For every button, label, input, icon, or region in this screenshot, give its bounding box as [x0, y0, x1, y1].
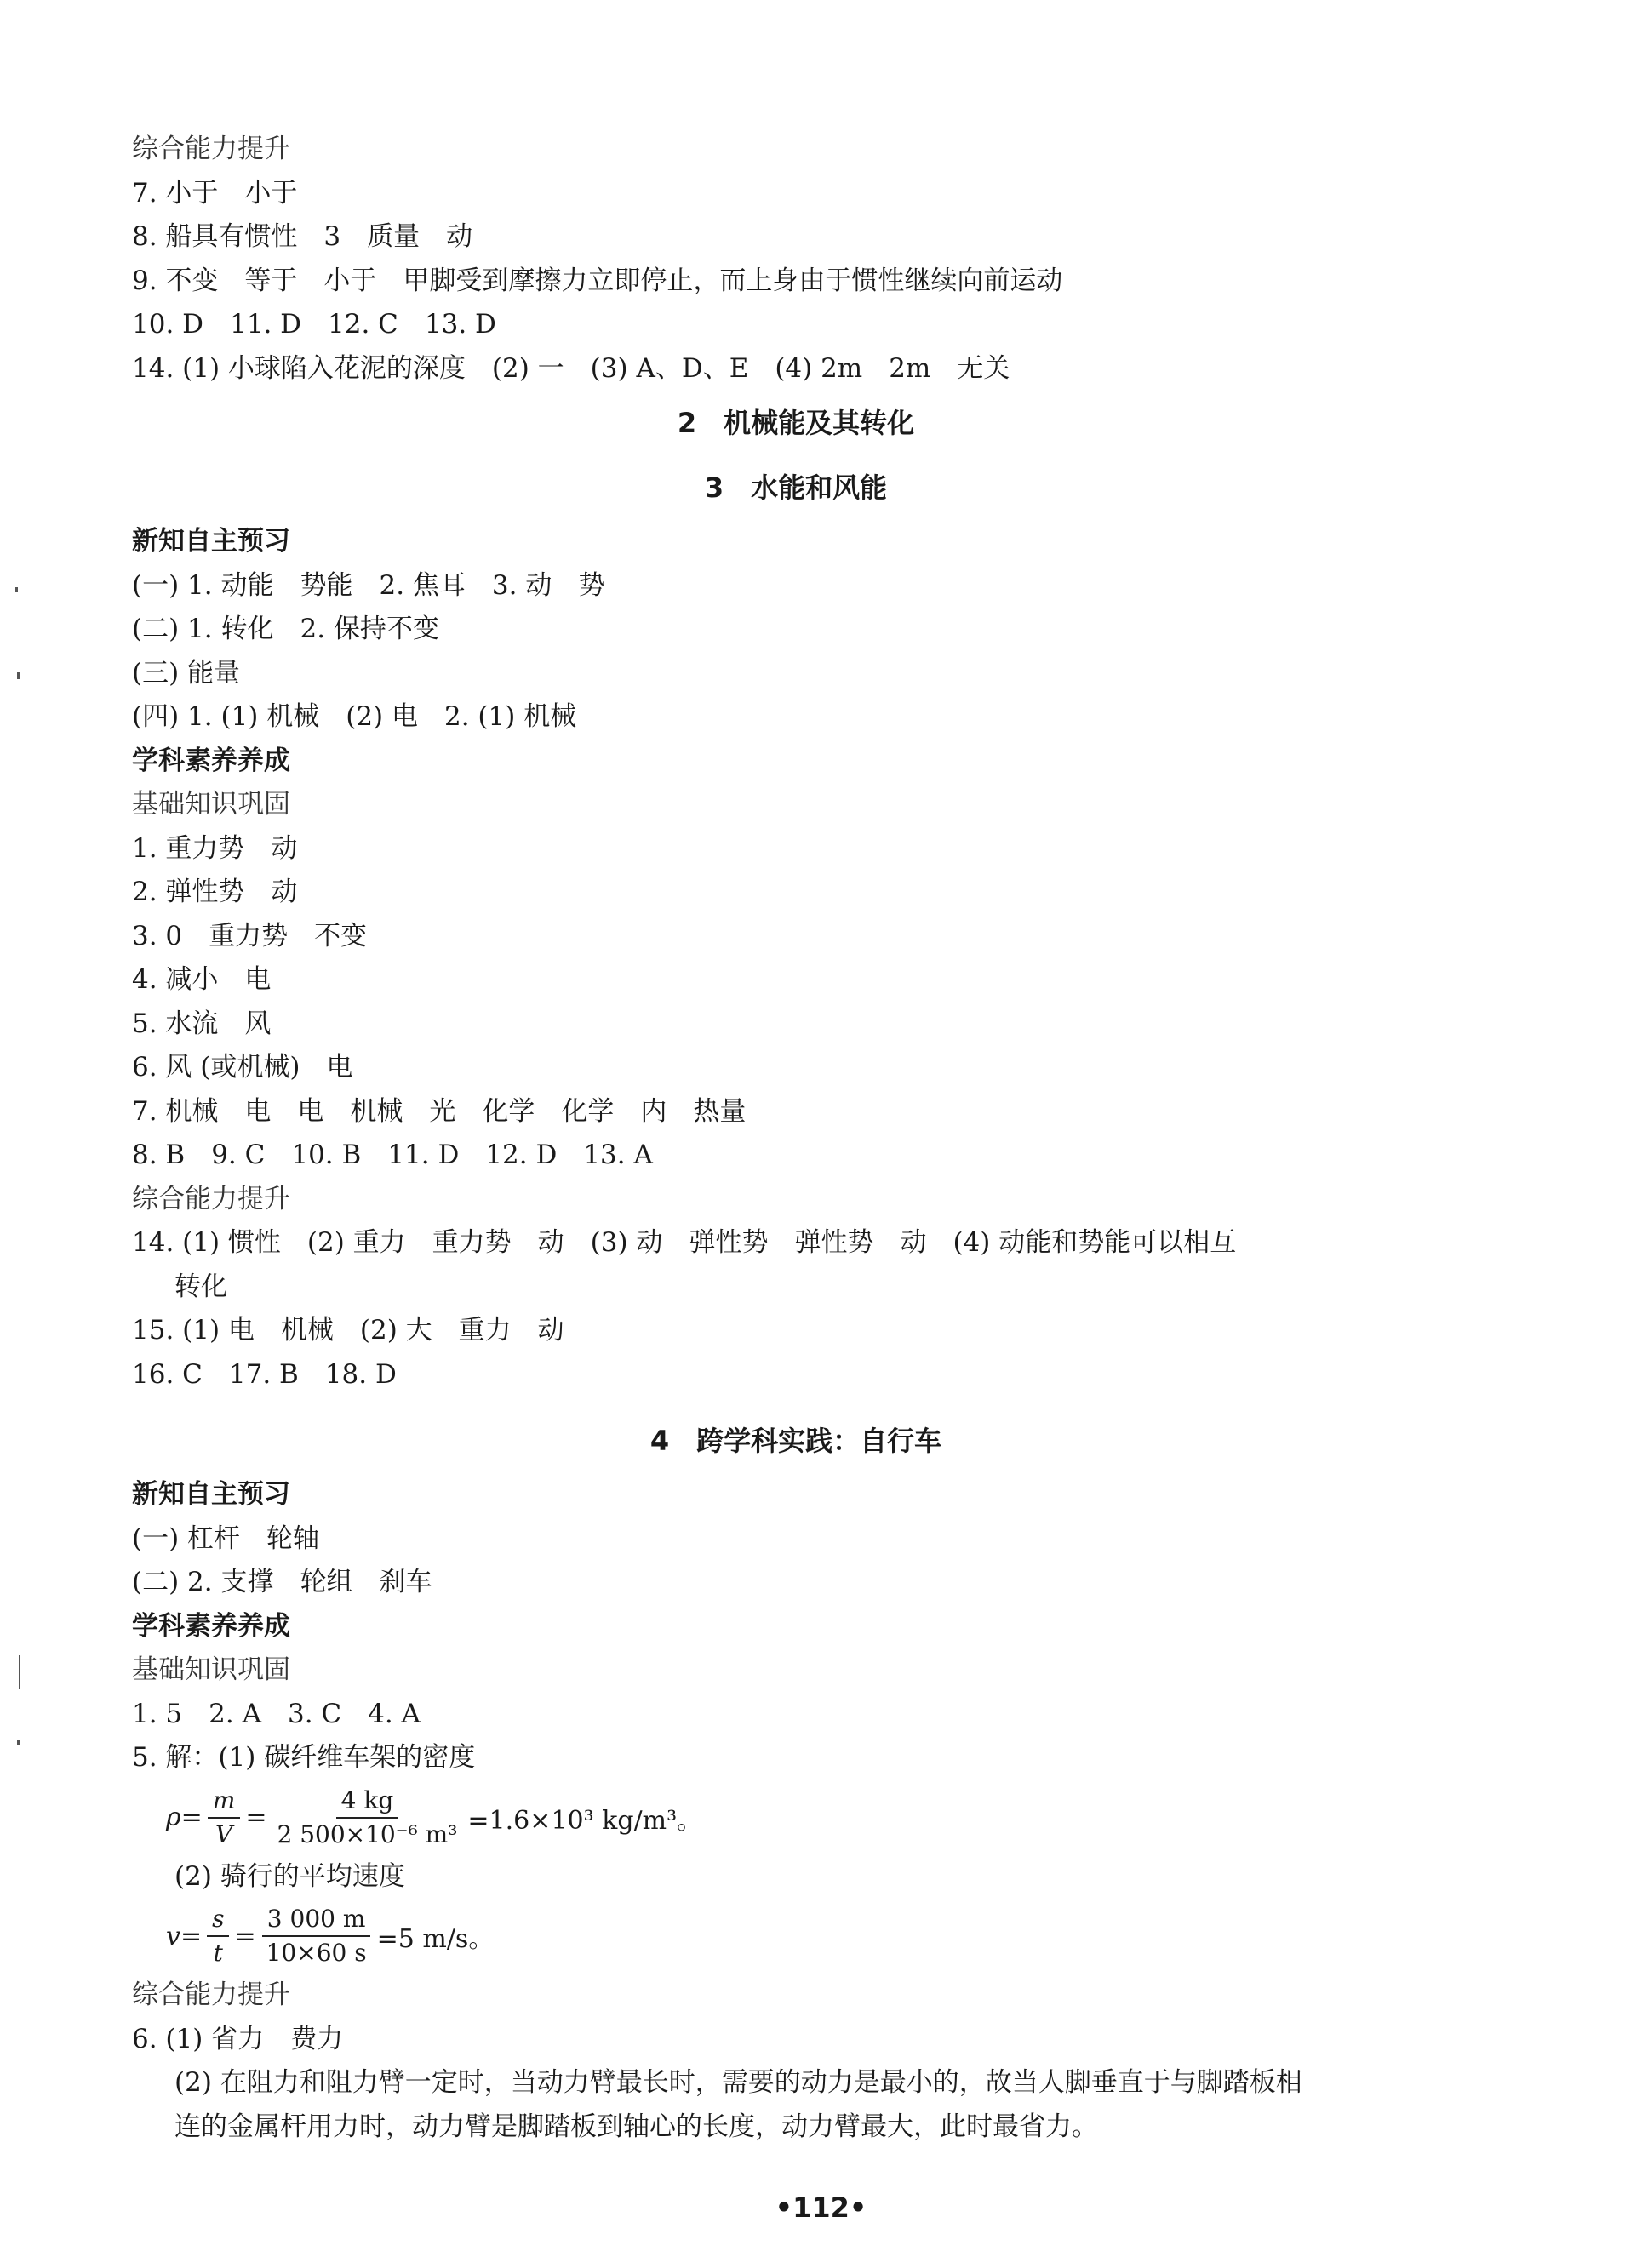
density-formula: [132, 1780, 1460, 1855]
equals-sign: =: [234, 1921, 256, 1951]
answers-block-end: [132, 1974, 1460, 2149]
section-heading-4: 4 跨学科实践：自行车: [649, 1425, 942, 1457]
section-heading-2: 2 机械能及其转化: [677, 407, 915, 439]
answer-line: 15. (1) 电 机械 (2) 大 重力 动: [132, 1315, 564, 1345]
subsection-label: 综合能力提升: [132, 1980, 290, 2010]
answers-block-section3: [132, 520, 1460, 1397]
binding-mark: [19, 1655, 20, 1689]
answer-line: 1. 5 2. A 3. C 4. A: [132, 1698, 421, 1729]
answer-line: 5. 解：(1) 碳纤维车架的密度: [132, 1742, 476, 1773]
answer-line: 1. 重力势 动: [132, 832, 298, 864]
fraction-mass-over-volume: [272, 1786, 462, 1849]
binding-mark: [15, 587, 18, 592]
answer-line: 转化: [174, 1271, 227, 1302]
fraction-denominator: V: [215, 1820, 233, 1848]
fraction-numerator: s: [207, 1905, 229, 1937]
answer-page: [132, 128, 1460, 2149]
answer-line: 10. D 11. D 12. C 13. D: [132, 309, 496, 340]
fraction-denominator: 10×60 s: [266, 1939, 367, 1967]
subsection-heading: 新知自主预习: [132, 526, 290, 557]
answer-line: 8. 船具有惯性 3 质量 动: [132, 221, 473, 252]
section-heading-3: 3 水能和风能: [704, 471, 888, 504]
formula-lhs: ρ=: [166, 1802, 203, 1832]
fraction-numerator: 3 000 m: [262, 1905, 371, 1937]
answer-line: 9. 不变 等于 小于 甲脚受到摩擦力立即停止，而上身由于惯性继续向前运动: [132, 265, 1063, 296]
answer-line: 14. (1) 小球陷入花泥的深度 (2) 一 (3) A、D、E (4) 2m 2m 无关: [132, 352, 1010, 384]
formula-result: =1.6×10³ kg/m³。: [467, 1805, 703, 1836]
subsection-heading: 学科素养养成: [132, 1610, 290, 1642]
binding-mark: [17, 672, 20, 679]
fraction-numerator: 4 kg: [336, 1786, 399, 1819]
page-number: •112•: [775, 2191, 867, 2224]
answer-line: (一) 杠杆 轮轴: [132, 1522, 320, 1554]
fraction-denominator: 2 500×10⁻⁶ m³: [277, 1820, 458, 1848]
answer-line: 2. 弹性势 动: [132, 877, 298, 907]
fraction-numerator: m: [208, 1786, 241, 1819]
answer-line: (二) 2. 支撑 轮组 刹车: [132, 1567, 432, 1597]
answer-line: 16. C 17. B 18. D: [132, 1358, 397, 1390]
fraction-s-over-t: [207, 1905, 229, 1968]
answer-line: 5. 水流 风: [132, 1008, 272, 1039]
answer-line: (一) 1. 动能 势能 2. 焦耳 3. 动 势: [132, 569, 605, 601]
subsection-label: 综合能力提升: [132, 1183, 290, 1214]
fraction-denominator: t: [213, 1939, 223, 1967]
answer-line: 6. 风 (或机械) 电: [132, 1052, 353, 1083]
speed-label: (2) 骑行的平均速度: [174, 1860, 405, 1892]
subsection-label: 基础知识巩固: [132, 1654, 290, 1685]
answer-line: (二) 1. 转化 2. 保持不变: [132, 614, 439, 644]
subsection-label: 综合能力提升: [132, 134, 290, 164]
answer-line: 6. (1) 省力 费力: [132, 2023, 344, 2054]
answer-line: 7. 小于 小于: [132, 177, 298, 209]
answers-block-section4: [132, 1473, 1460, 1780]
answer-line: (2) 在阻力和阻力臂一定时，当动力臂最长时，需要的动力是最小的，故当人脚垂直于与脚踏板相: [174, 2067, 1302, 2098]
speed-formula: [132, 1899, 1460, 1974]
answer-line: 3. 0 重力势 不变: [132, 920, 368, 951]
answer-line: (三) 能量: [132, 657, 241, 688]
subsection-heading: 新知自主预习: [132, 1479, 290, 1510]
answer-line: 14. (1) 惯性 (2) 重力 重力势 动 (3) 动 弹性势 弹性势 动 (4) 动能和势能可以相互: [132, 1227, 1237, 1258]
answer-line: 8. B 9. C 10. B 11. D 12. D 13. A: [132, 1140, 653, 1170]
formula-result: =5 m/s。: [376, 1924, 495, 1954]
subsection-heading: 学科素养养成: [132, 745, 290, 776]
answer-line: 7. 机械 电 电 机械 光 化学 化学 内 热量: [132, 1095, 747, 1127]
subsection-label: 基础知识巩固: [132, 789, 290, 820]
fraction-distance-over-time: [261, 1905, 372, 1968]
answers-block-top: [132, 128, 1460, 391]
answer-line: 4. 减小 电: [132, 964, 272, 995]
equals-sign: =: [245, 1802, 267, 1832]
answer-line: 连的金属杆用力时，动力臂是脚踏板到轴心的长度，动力臂最大，此时最省力。: [174, 2111, 1098, 2142]
answer-line: (四) 1. (1) 机械 (2) 电 2. (1) 机械: [132, 701, 577, 732]
fraction-m-over-v: [208, 1786, 241, 1849]
binding-mark: [17, 1740, 20, 1745]
formula-lhs: v=: [166, 1921, 203, 1951]
